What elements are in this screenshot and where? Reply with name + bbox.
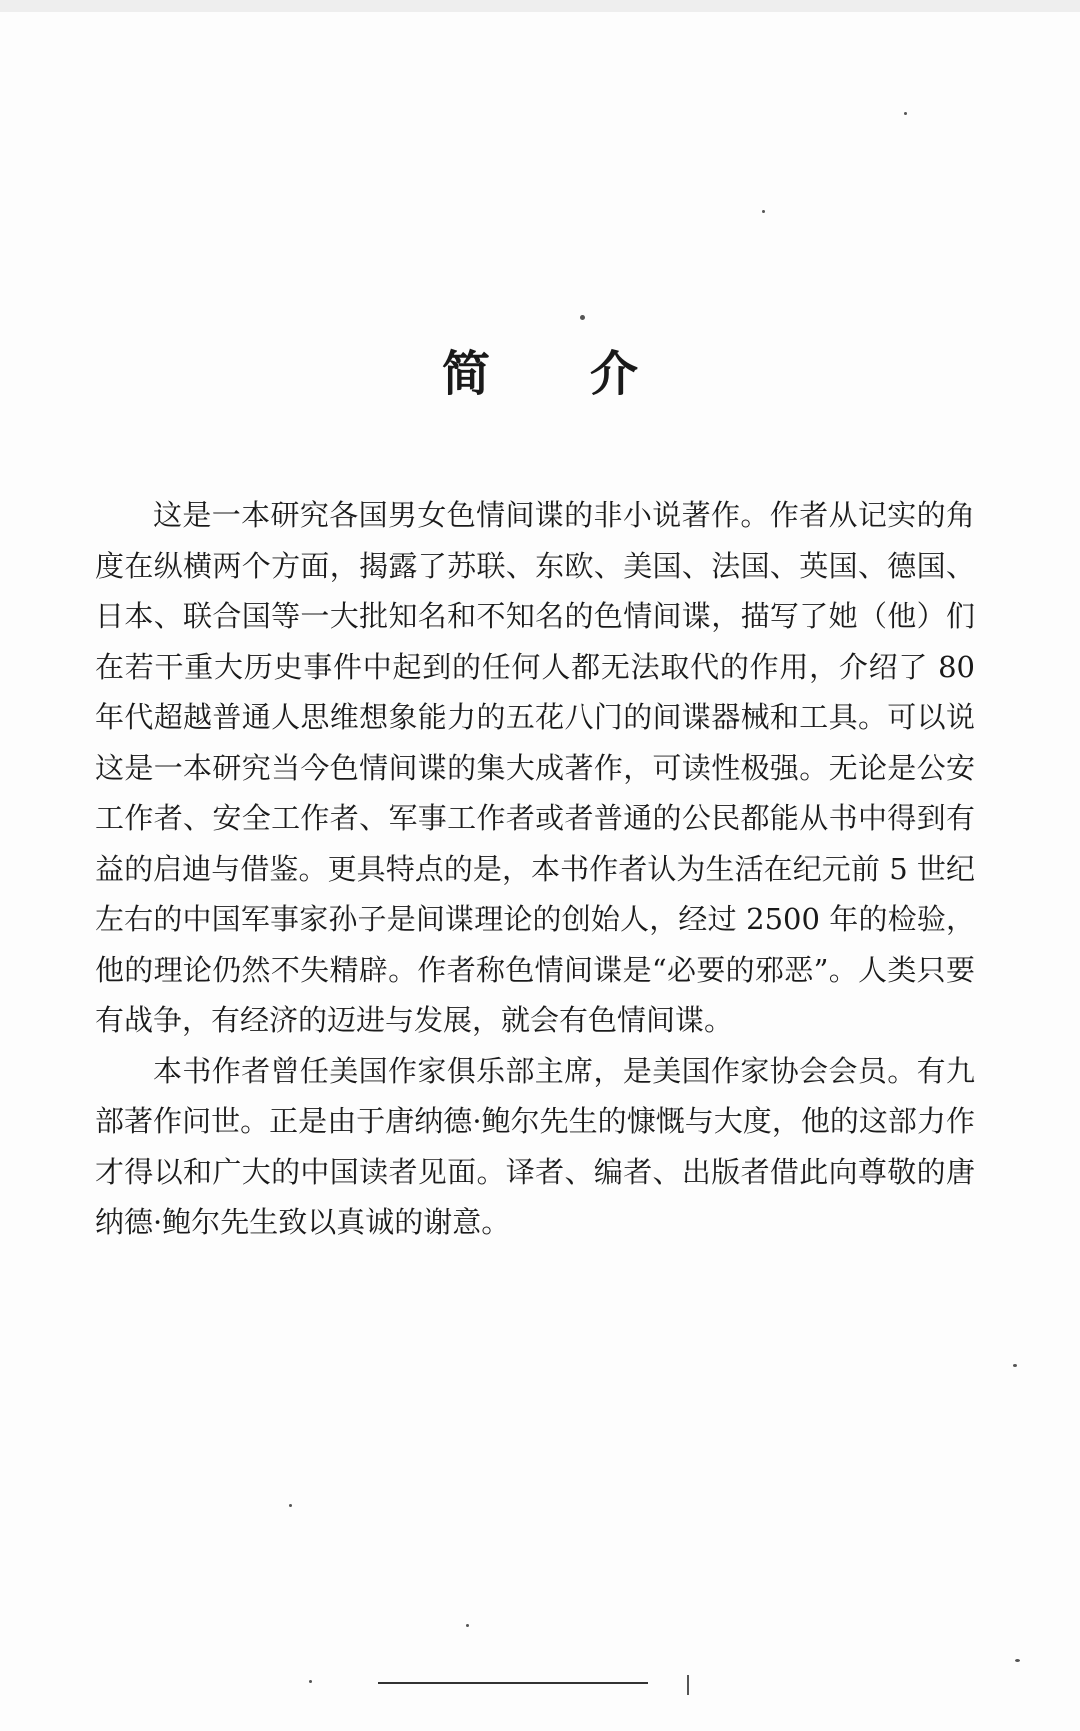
scan-speck xyxy=(466,1624,469,1627)
scan-speck xyxy=(687,1675,689,1695)
paragraph-1: 这是一本研究各国男女色情间谍的非小说著作。作者从记实的角度在纵横两个方面，揭露了苏联、东欧、美国、法国、英国、德国、日本、联合国等一大批知名和不知名的色情间谍，描写了她（他）们在若干重大历史事件中起到的任何人都无法取代的作用，介绍了 80 年代超越普通人思维想象能力的五花八门的间谍器械和工具。可以说这是一本研究当今色情间谍的集大成著作，可读性极强。无论是公安工作者、安全工作者、军事工作者或者普通的公民都能从书中得到有益的启迪与借鉴。更具特点的是，本书作者认为生活在纪元前 5 世纪左右的中国军事家孙子是间谍理论的创始人，经过 2500 年的检验，他的理论仍然不失精辟。作者称色情间谍是“必要的邪恶”。人类只要有战争，有经济的迈进与发展，就会有色情间谍。 xyxy=(95,498,975,1037)
viewer-top-band xyxy=(0,0,1080,12)
scan-speck xyxy=(1013,1364,1017,1367)
page-title: 简介 xyxy=(441,346,738,403)
paragraph-2: 本书作者曾任美国作家俱乐部主席，是美国作家协会会员。有九部著作问世。正是由于唐纳德·鲍尔先生的慷慨与大度，他的这部力作才得以和广大的中国读者见面。译者、编者、出版者借此向尊敬的唐纳德·鲍尔先生致以真诚的谢意。 xyxy=(95,1053,975,1239)
body-text xyxy=(95,490,975,1248)
scan-speck xyxy=(289,1504,292,1507)
scan-speck xyxy=(1015,1659,1020,1662)
scan-speck xyxy=(580,315,585,320)
scan-speck xyxy=(762,210,765,213)
scan-speck xyxy=(904,112,907,115)
scan-speck xyxy=(309,1680,312,1683)
bottom-rule xyxy=(378,1682,648,1684)
